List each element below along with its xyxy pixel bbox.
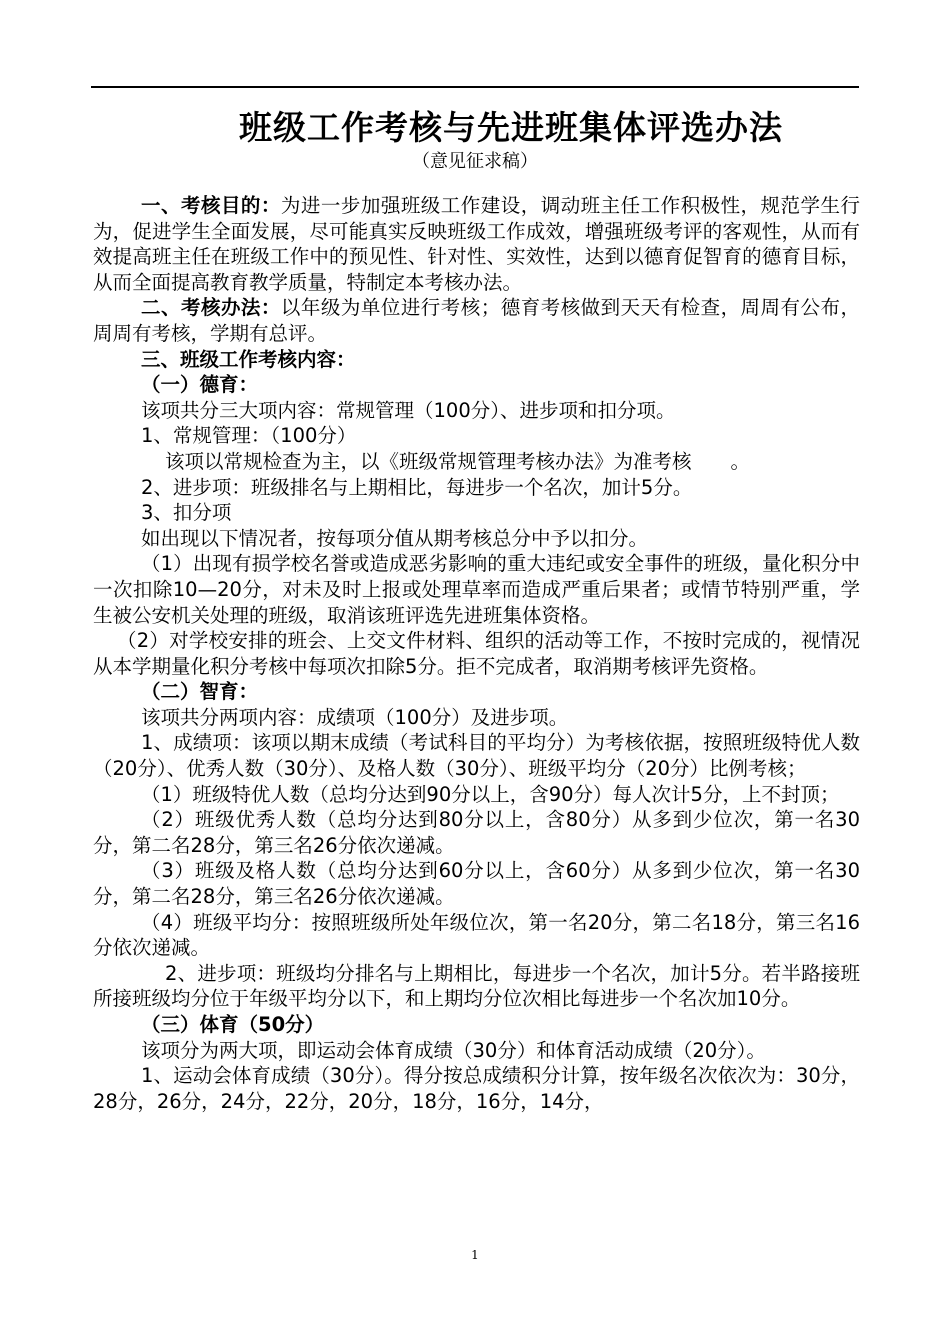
moral-intro: 该项共分三大项内容：常规管理（100分）、进步项和扣分项。 <box>141 398 676 422</box>
moral-item2: 2、进步项：班级排名与上期相比，每进步一个名次，加计5分。 <box>141 475 693 499</box>
sports-heading: （三）体育（50分） <box>141 1013 325 1036</box>
section-method-text: 以年级为单位进行考核；德育考核做到天天有检查，周周有公布，周周有考核，学期有总评。 <box>93 296 860 345</box>
moral-item1-text: 该项以常规检查为主，以《班级常规管理考核办法》为准考核 。 <box>165 449 751 473</box>
document-body <box>93 193 860 1114</box>
document-title: 班级工作考核与先进班集体评选办法 <box>239 108 783 147</box>
section-purpose <box>93 193 860 295</box>
moral-item3-clause1: （1）出现有损学校名誉或造成恶劣影响的重大违纪或安全事件的班级，量化积分中一次扣除10—20分，对未及时上报或处理草率而造成严重后果者；或情节特别严重，学生被公安机关处理的班级，取消该班评选先进班集体资格。 <box>93 552 860 627</box>
intellect-heading: （二）智育： <box>141 680 259 704</box>
document-subtitle: （意见征求稿） <box>412 151 538 172</box>
section-method <box>93 295 860 346</box>
sports-item1: 1、运动会体育成绩（30分）。得分按总成绩积分计算，按年级名次依次为：30分，28分，26分，24分，22分，20分，18分，16分，14分， <box>93 1064 860 1113</box>
intellect-item1: 1、成绩项：该项以期末成绩（考试科目的平均分）为考核依据，按照班级特优人数（20分）、优秀人数（30分）、及格人数（30分）、班级平均分（20分）比例考核； <box>93 731 860 781</box>
intellect-intro: 该项共分两项内容：成绩项（100分）及进步项。 <box>141 705 569 729</box>
intellect-sub1: （1）班级特优人数（总均分达到90分以上，含90分）每人次计5分，上不封顶； <box>141 782 840 806</box>
section-purpose-text: 为进一步加强班级工作建设，调动班主任工作积极性，规范学生行为，促进学生全面发展，尽可能真实反映班级工作成效，增强班级考评的客观性，从而有效提高班主任在班级工作中的预见性、针对性、实效性，达到以德育促智育的德育目标，从而全面提高教育教学质量，特制定本考核办法。 <box>93 194 860 294</box>
moral-item3-intro: 如出现以下情况者，按每项分值从期考核总分中予以扣分。 <box>141 526 649 550</box>
intellect-sub4: （4）班级平均分：按照班级所处年级位次，第一名20分，第二名18分，第三名16分依次递减。 <box>93 910 860 960</box>
header-rule <box>91 86 859 88</box>
section-method-heading: 二、考核办法： <box>141 296 281 320</box>
sports-intro: 该项分为两大项，即运动会体育成绩（30分）和体育活动成绩（20分）。 <box>141 1038 766 1062</box>
intellect-item2: 2、进步项：班级均分排名与上期相比，每进步一个名次，加计5分。若半路接班所接班级均分位于年级平均分以下，和上期均分位次相比每进步一个名次加10分。 <box>93 961 860 1011</box>
moral-heading: （一）德育： <box>141 373 259 397</box>
section-purpose-heading: 一、考核目的： <box>141 194 281 217</box>
moral-item1-title: 1、常规管理：（100分） <box>141 424 357 448</box>
intellect-sub2: （2）班级优秀人数（总均分达到80分以上，含80分）从多到少位次，第一名30分，第二名28分，第三名26分依次递减。 <box>93 808 860 857</box>
section-content-heading: 三、班级工作考核内容： <box>141 347 356 371</box>
moral-item3-clause2: （2）对学校安排的班会、上交文件材料、组织的活动等工作，不按时完成的，视情况从本学期量化积分考核中每项次扣除5分。拒不完成者，取消期考核评先资格。 <box>93 629 860 678</box>
page-number: 1 <box>471 1248 479 1262</box>
moral-item3-title: 3、扣分项 <box>141 501 232 525</box>
intellect-sub3: （3）班级及格人数（总均分达到60分以上，含60分）从多到少位次，第一名30分，第二名28分，第三名26分依次递减。 <box>93 859 860 909</box>
